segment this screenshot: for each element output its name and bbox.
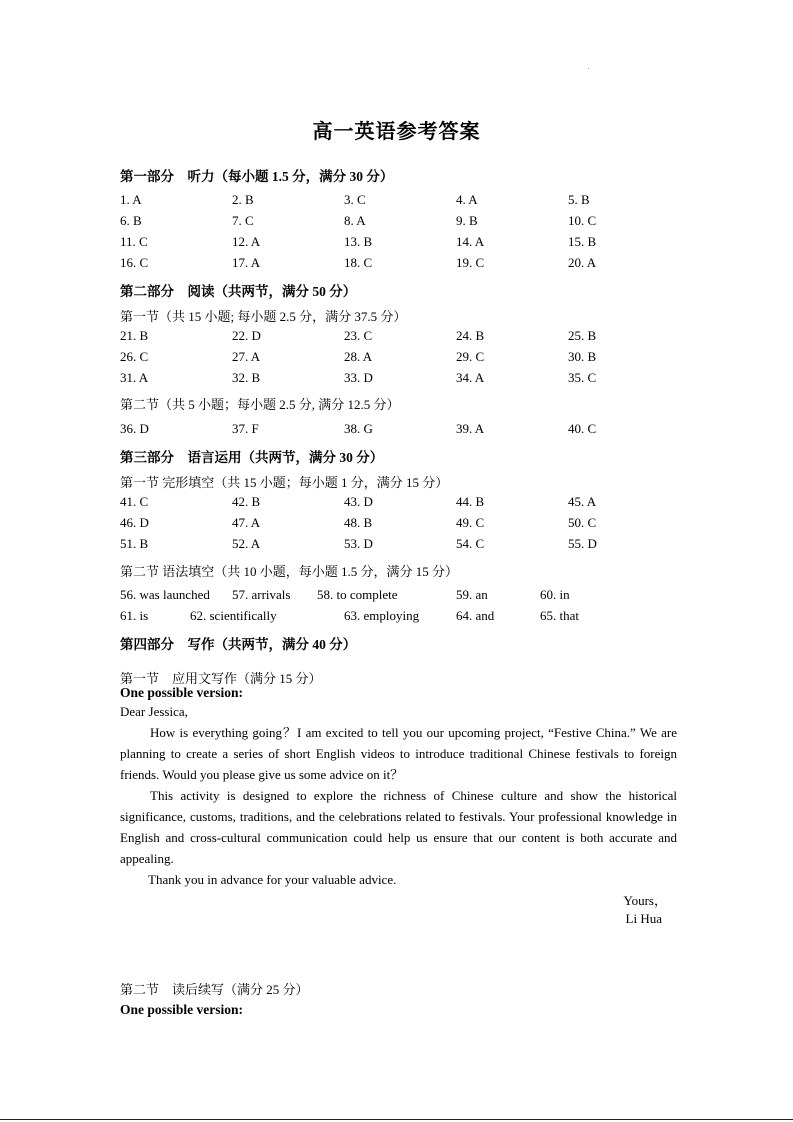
answer-item: 34. A <box>456 370 485 385</box>
answer-item: 35. C <box>568 370 597 385</box>
answer-item: 54. C <box>456 536 485 551</box>
page-title: 高一英语参考答案 <box>312 121 481 143</box>
part1-heading: 第一部分 听力（每小题 1.5 分，满分 30 分） <box>120 169 394 184</box>
answer-item: 14. A <box>456 234 485 249</box>
answer-item: 51. B <box>120 536 149 551</box>
answer-item: 3. C <box>344 192 366 207</box>
answer-item: 31. A <box>120 370 149 385</box>
answer-item: 59. an <box>456 587 488 602</box>
answer-item: 60. in <box>540 587 570 602</box>
answer-item: 64. and <box>456 608 495 623</box>
answer-item: 47. A <box>232 515 261 530</box>
answer-item: 48. B <box>344 515 373 530</box>
letter-paragraph-3: Thank you in advance for your valuable advice. <box>148 872 397 887</box>
bottom-rule <box>0 1119 793 1120</box>
answer-item: 46. D <box>120 515 149 530</box>
answer-item: 57. arrivals <box>232 587 291 602</box>
speck <box>588 68 589 69</box>
answer-item: 11. C <box>120 234 148 249</box>
part4-section1-heading: 第一节 应用文写作（满分 15 分） <box>120 671 322 686</box>
part3-section2-heading: 第二节 语法填空（共 10 小题，每小题 1.5 分，满分 15 分） <box>120 564 459 579</box>
answer-item: 58. to complete <box>317 587 398 602</box>
answer-item: 23. C <box>344 328 373 343</box>
answer-item: 5. B <box>568 192 590 207</box>
answer-item: 12. A <box>232 234 261 249</box>
answer-item: 63. employing <box>344 608 420 623</box>
letter-signature: Li Hua <box>625 911 662 926</box>
answer-item: 20. A <box>568 255 597 270</box>
answer-item: 41. C <box>120 494 149 509</box>
answer-item: 4. A <box>456 192 478 207</box>
answer-item: 29. C <box>456 349 485 364</box>
answer-item: 7. C <box>232 213 254 228</box>
answer-item: 45. A <box>568 494 597 509</box>
answer-item: 28. A <box>344 349 373 364</box>
answer-item: 18. C <box>344 255 373 270</box>
answer-item: 21. B <box>120 328 149 343</box>
part2-heading: 第二部分 阅读（共两节，满分 50 分） <box>120 284 357 299</box>
answer-item: 56. was launched <box>120 587 210 602</box>
answer-item: 55. D <box>568 536 597 551</box>
letter-closing: Yours， <box>623 893 667 908</box>
part4-section2-heading: 第二节 读后续写（满分 25 分） <box>120 982 309 997</box>
sample-label: One possible version: <box>120 685 244 700</box>
sample-letter <box>120 701 677 890</box>
letter-salutation: Dear Jessica, <box>120 704 188 719</box>
answer-item: 38. G <box>344 421 373 436</box>
answer-item: 39. A <box>456 421 485 436</box>
answer-item: 10. C <box>568 213 597 228</box>
letter-paragraph-2: This activity is designed to explore the richness of Chinese culture and show the historical significance, customs, traditions, and the celebrations related to festivals. Your professional knowledge in English and cross-cultural communication could help us ensure that our content is both accurate and appealing. <box>120 788 677 866</box>
answer-item: 30. B <box>568 349 597 364</box>
answer-item: 32. B <box>232 370 261 385</box>
answer-item: 19. C <box>456 255 485 270</box>
part3-section1-heading: 第一节 完形填空（共 15 小题；每小题 1 分，满分 15 分） <box>120 475 449 490</box>
letter-paragraph-1: How is everything going？I am excited to tell you our upcoming project, “Festive China.” We are planning to create a series of short English videos to introduce traditional Chinese festivals to foreign friends. Would you please give us some advice on it？ <box>120 725 677 782</box>
answer-item: 62. scientifically <box>190 608 277 623</box>
answer-item: 43. D <box>344 494 373 509</box>
answer-item: 13. B <box>344 234 373 249</box>
sample-label-2: One possible version: <box>120 1002 244 1017</box>
answer-item: 40. C <box>568 421 597 436</box>
part3-heading: 第三部分 语言运用（共两节，满分 30 分） <box>120 450 384 465</box>
answer-item: 8. A <box>344 213 366 228</box>
answer-item: 16. C <box>120 255 149 270</box>
answer-item: 22. D <box>232 328 261 343</box>
answer-item: 44. B <box>456 494 485 509</box>
answer-item: 33. D <box>344 370 373 385</box>
answer-item: 17. A <box>232 255 261 270</box>
answer-item: 61. is <box>120 608 149 623</box>
answer-item: 50. C <box>568 515 597 530</box>
answer-item: 53. D <box>344 536 373 551</box>
answer-item: 36. D <box>120 421 149 436</box>
answer-item: 24. B <box>456 328 485 343</box>
answer-item: 27. A <box>232 349 261 364</box>
answer-item: 25. B <box>568 328 597 343</box>
answer-item: 26. C <box>120 349 149 364</box>
answer-item: 65. that <box>540 608 579 623</box>
part2-section1-heading: 第一节（共 15 小题; 每小题 2.5 分，满分 37.5 分） <box>120 309 407 324</box>
answer-item: 49. C <box>456 515 485 530</box>
answer-item: 2. B <box>232 192 254 207</box>
answer-item: 15. B <box>568 234 597 249</box>
answer-item: 52. A <box>232 536 261 551</box>
answer-item: 1. A <box>120 192 142 207</box>
answer-item: 42. B <box>232 494 261 509</box>
answer-item: 37. F <box>232 421 259 436</box>
part2-section2-heading: 第二节（共 5 小题；每小题 2.5 分, 满分 12.5 分） <box>120 397 400 412</box>
part4-heading: 第四部分 写作（共两节，满分 40 分） <box>120 637 357 652</box>
answer-item: 6. B <box>120 213 142 228</box>
answer-item: 9. B <box>456 213 478 228</box>
